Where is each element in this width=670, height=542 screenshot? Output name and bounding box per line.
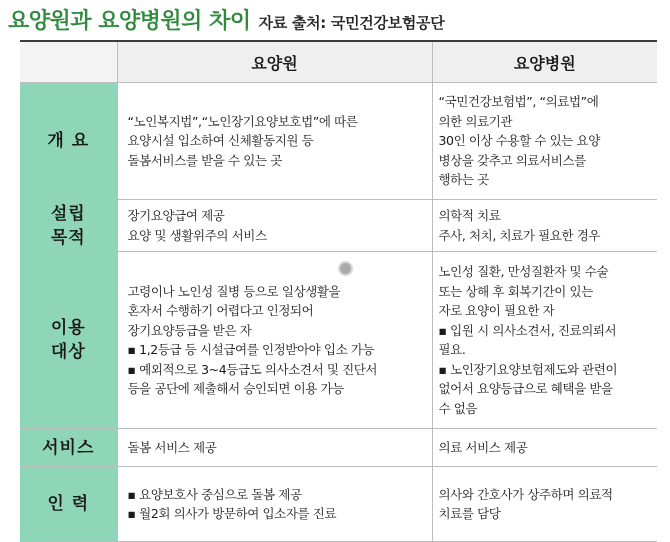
cell-line: ▪ 1,2등급 등 시설급여를 인정받아야 입소 가능 [127, 342, 375, 357]
cell-nursing-hospital-purpose [432, 200, 657, 252]
cell-line: ▪ 월2회 의사가 방문하여 입소자를 진료 [127, 506, 337, 521]
cell-line: 필요. [438, 342, 466, 357]
table-row-purpose [20, 200, 657, 252]
cell-line: 치료를 담당 [438, 506, 501, 521]
cell-nursing-home-staff [117, 467, 432, 542]
cell-line: 없어서 요양등급으로 혜택을 받을 [438, 381, 613, 396]
cell-line: “노인복지법”,“노인장기요양보호법”에 따른 [127, 113, 358, 129]
cell-line: 돌봄 서비스 제공 [127, 439, 217, 455]
cell-line: ▪ 예외적으로 3~4등급도 의사소견서 및 진단서 [127, 361, 378, 377]
table-row-eligibility [20, 252, 657, 429]
page-title [8, 4, 444, 34]
cell-line: 등을 공단에 제출해서 승인되면 이용 가능 [127, 381, 344, 396]
cell-line: 이용 [50, 318, 86, 338]
cell-nursing-hospital-overview [432, 83, 657, 200]
cell-line: 의료 서비스 제공 [438, 439, 528, 455]
row-label-eligibility [20, 252, 117, 429]
cell-nursing-home-eligibility [117, 252, 432, 429]
cell-line: 의한 의료기관 [438, 113, 513, 129]
cell-line: 대상 [50, 342, 86, 362]
cell-line: 자로 요양이 필요한 자 [438, 303, 555, 318]
cell-line: 혼자서 수행하기 어렵다고 인정되어 [127, 303, 314, 318]
cell-line: ▪ 입원 시 의사소견서, 진료의뢰서 [438, 322, 617, 338]
cell-line: 수 없음 [438, 400, 478, 416]
cell-line: “국민건강보험법”, “의료법”에 [438, 94, 599, 110]
cell-nursing-hospital-staff [432, 467, 657, 542]
cell-line: 서비스 [42, 437, 95, 458]
cell-line: 장기요양등급을 받은 자 [127, 322, 252, 338]
cell-nursing-home-purpose [117, 200, 432, 252]
cell-nursing-hospital-service [432, 429, 657, 467]
cell-line: ▪ 요양보호사 중심으로 돌봄 제공 [127, 486, 302, 502]
cell-line: ▪ 노인장기요양보험제도와 관련이 [438, 361, 618, 377]
cell-line: 개 요 [47, 131, 90, 151]
cell-line: 또는 상해 후 회복기간이 있는 [438, 283, 593, 299]
cell-line: 의사와 간호사가 상주하며 의료적 [438, 486, 613, 502]
cell-line: 행하는 곳 [438, 172, 489, 188]
cell-line: 병상을 갖추고 의료서비스를 [438, 152, 586, 168]
cell-line: 의학적 치료 [438, 208, 501, 223]
row-label-service [20, 429, 117, 467]
corner-cell [20, 41, 117, 83]
cell-line: 요양시설 입소하여 신체활동지원 등 [127, 133, 314, 149]
cell-nursing-home-overview [117, 83, 432, 200]
cell-line: 주사, 처치, 치료가 필요한 경우 [438, 227, 601, 243]
table-row-staff [20, 467, 657, 542]
row-label-overview [20, 83, 117, 200]
table-row-service [20, 429, 657, 467]
cell-nursing-hospital-eligibility [432, 252, 657, 429]
row-label-purpose [20, 200, 117, 252]
cell-line: 노인성 질환, 만성질환자 및 수술 [438, 264, 609, 279]
cell-line: 고령이나 노인성 질병 등으로 일상생활을 [127, 283, 341, 299]
column-header-nursing-home: 요양원 [117, 41, 432, 83]
cursor-dot [340, 263, 351, 274]
table-row-overview [20, 83, 657, 200]
cell-line: 요양 및 생활위주의 서비스 [127, 227, 267, 243]
cell-nursing-home-service [117, 429, 432, 467]
cell-line: 30인 이상 수용할 수 있는 요양 [438, 133, 600, 149]
header-row [20, 41, 657, 83]
cell-line: 장기요양급여 제공 [127, 208, 225, 223]
cell-line: 인 력 [47, 494, 90, 514]
cell-line: 설립 [50, 203, 86, 224]
title-text: 요양원과 요양병원의 차이 [8, 9, 251, 34]
source-note: 자료 출처: 국민건강보험공단 [258, 14, 445, 32]
column-header-nursing-hospital: 요양병원 [432, 41, 657, 83]
row-label-staff [20, 467, 117, 542]
cell-line: 목적 [50, 227, 86, 248]
comparison-table [20, 40, 657, 542]
cell-line: 돌봄서비스를 받을 수 있는 곳 [127, 152, 282, 168]
